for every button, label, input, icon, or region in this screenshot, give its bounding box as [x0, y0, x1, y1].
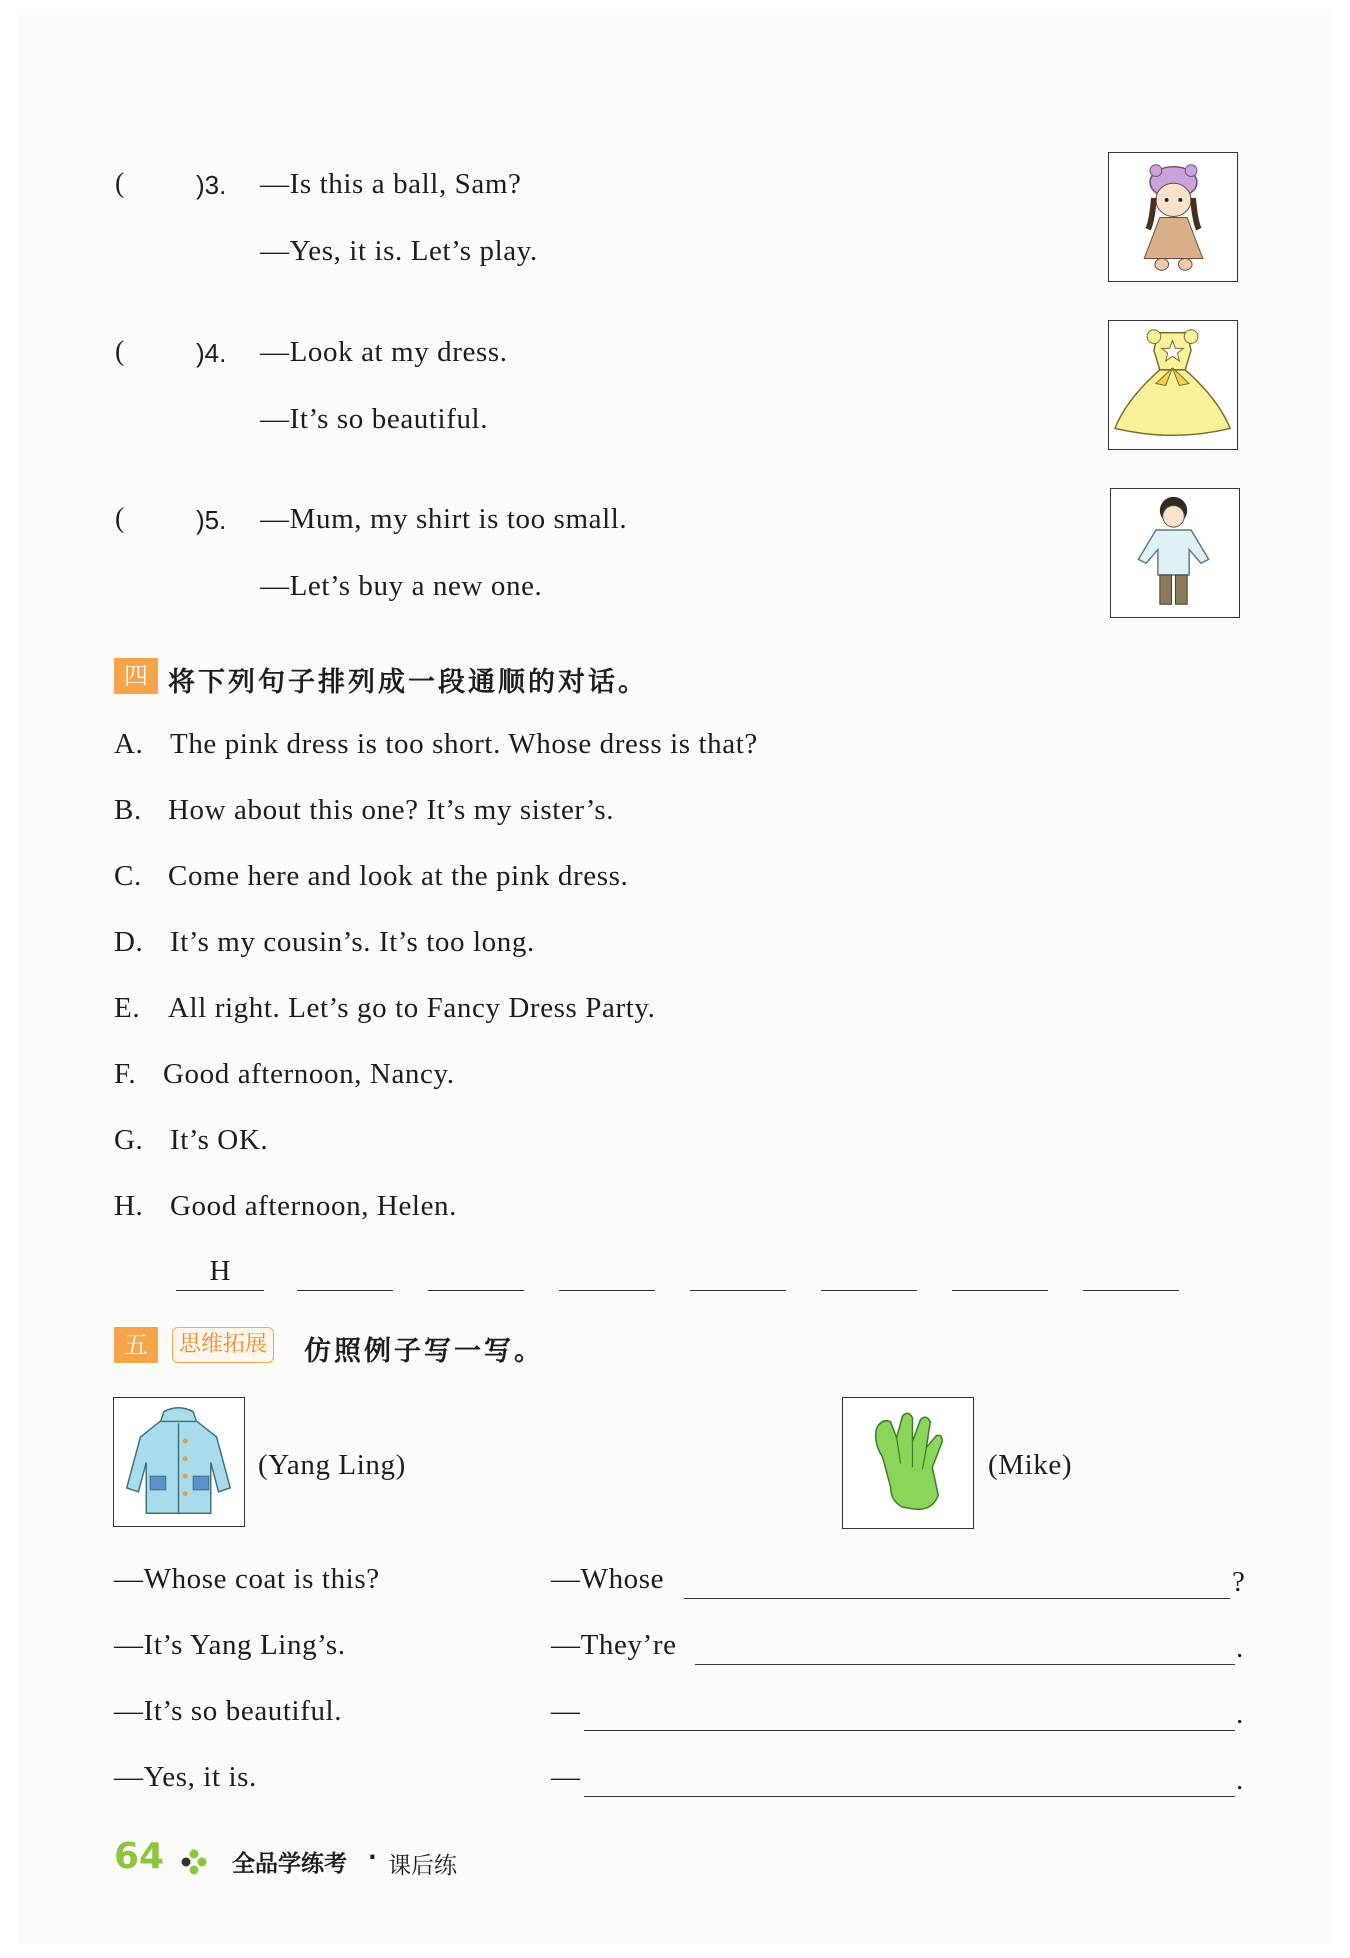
footer-subtitle: 课后练 [388, 1853, 457, 1879]
answer-blank[interactable] [821, 1290, 917, 1291]
boy-shirt-icon [1110, 488, 1240, 618]
answer-blank[interactable] [176, 1290, 264, 1291]
write-blank[interactable] [684, 1598, 1230, 1599]
answer-blank[interactable] [559, 1290, 655, 1291]
sentence-text: Good afternoon, Nancy. [163, 1058, 455, 1090]
dialogue-line: —Yes, it is. Let’s play. [260, 235, 538, 267]
example-name: (Yang Ling) [258, 1449, 406, 1481]
dialogue-line: —Yes, it is. [114, 1761, 257, 1793]
dialogue-line: —Mum, my shirt is too small. [260, 503, 628, 535]
sentence-label: A. [114, 728, 144, 760]
answer-text: H [209, 1255, 231, 1287]
dialogue-line: —It’s so beautiful. [114, 1695, 343, 1727]
question-number: )3. [196, 170, 227, 200]
dialogue-prefix: — [551, 1761, 581, 1793]
sentence-label: D. [114, 926, 144, 958]
dialogue-prefix: — [551, 1695, 581, 1727]
question-number: )4. [196, 338, 227, 368]
section-title: 将下列句子排列成一段通顺的对话。 [168, 667, 648, 698]
sentence-text: It’s my cousin’s. It’s too long. [170, 926, 535, 958]
gloves-icon [842, 1397, 974, 1529]
dialogue-prefix: —They’re [551, 1629, 677, 1661]
clover-icon [180, 1848, 208, 1876]
page-number: 64 [114, 1836, 165, 1877]
coat-icon [113, 1397, 245, 1527]
sentence-label: F. [114, 1058, 137, 1090]
sentence-text: All right. Let’s go to Fancy Dress Party. [168, 992, 656, 1024]
task-name: (Mike) [988, 1449, 1073, 1481]
sentence-label: E. [114, 992, 141, 1024]
sentence-text: How about this one? It’s my sister’s. [168, 794, 615, 826]
sentence-label: G. [114, 1124, 144, 1156]
sentence-label: B. [114, 794, 142, 826]
section-tag: 思维拓展 [172, 1327, 274, 1363]
line-end-mark: . [1236, 1632, 1244, 1664]
sentence-label: C. [114, 860, 142, 892]
line-end-mark: . [1236, 1764, 1244, 1796]
brand-name: 全品学练考 [232, 1851, 347, 1877]
dialogue-line: —It’s Yang Ling’s. [114, 1629, 346, 1661]
dialogue-line: —Let’s buy a new one. [260, 570, 543, 602]
answer-bracket-open: ( [115, 503, 125, 534]
doll-icon [1108, 152, 1238, 282]
write-blank[interactable] [695, 1664, 1235, 1665]
dialogue-prefix: —Whose [551, 1563, 665, 1595]
dress-icon [1108, 320, 1238, 450]
sentence-text: It’s OK. [170, 1124, 269, 1156]
answer-blank[interactable] [428, 1290, 524, 1291]
answer-blank[interactable] [297, 1290, 393, 1291]
answer-blank[interactable] [1083, 1290, 1179, 1291]
sentence-text: The pink dress is too short. Whose dress is that? [170, 728, 758, 760]
dialogue-line: —Look at my dress. [260, 336, 508, 368]
line-end-mark: ? [1232, 1566, 1246, 1598]
line-end-mark: . [1236, 1698, 1244, 1730]
sentence-text: Good afternoon, Helen. [170, 1190, 458, 1222]
write-blank[interactable] [584, 1796, 1235, 1797]
section-title: 仿照例子写一写。 [304, 1336, 544, 1367]
dialogue-line: —It’s so beautiful. [260, 403, 489, 435]
answer-bracket-open: ( [115, 168, 125, 199]
question-number: )5. [196, 505, 227, 535]
section-badge: 五 [114, 1327, 158, 1363]
dialogue-line: —Whose coat is this? [114, 1563, 380, 1595]
sentence-text: Come here and look at the pink dress. [168, 860, 629, 892]
sentence-label: H. [114, 1190, 144, 1222]
section-badge: 四 [114, 658, 158, 694]
write-blank[interactable] [584, 1730, 1235, 1731]
footer-separator: · [368, 1845, 377, 1871]
answer-bracket-open: ( [115, 336, 125, 367]
answer-blank[interactable] [690, 1290, 786, 1291]
answer-blank[interactable] [952, 1290, 1048, 1291]
dialogue-line: —Is this a ball, Sam? [260, 168, 522, 200]
